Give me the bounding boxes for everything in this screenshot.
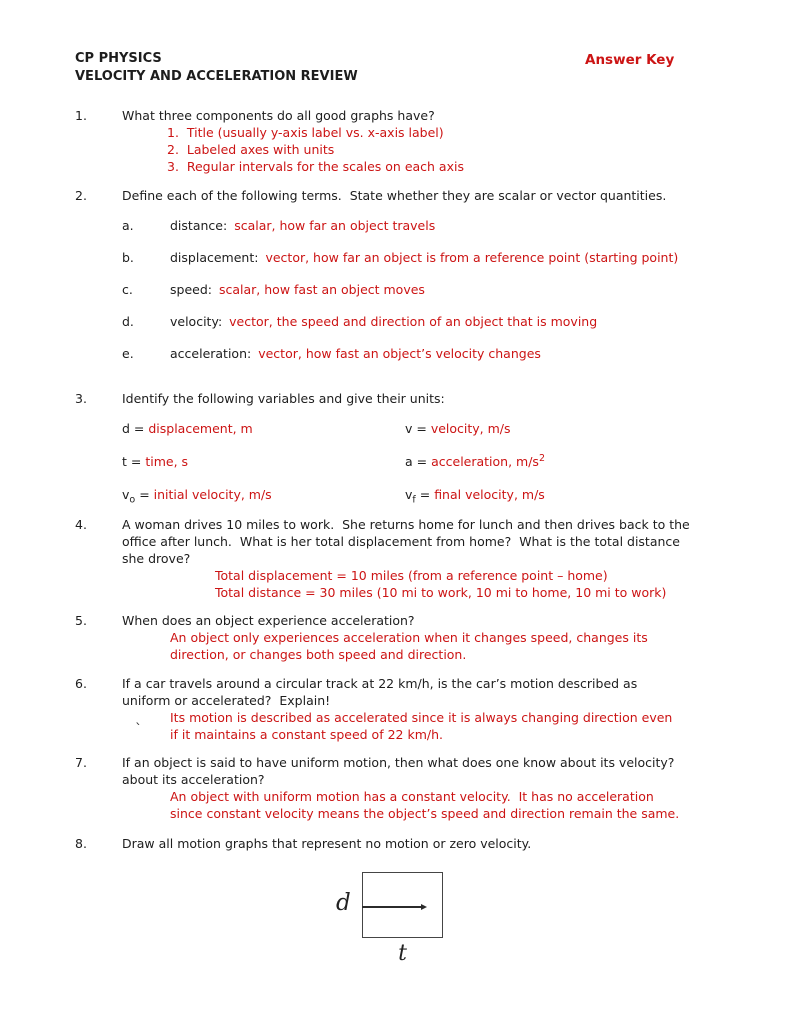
zero-velocity-line (362, 906, 422, 908)
question-text: Identify the following variables and give their units: (122, 391, 445, 406)
definition-item (122, 217, 763, 234)
question-text-line: If an object is said to have uniform motion, then what does one know about its velocity? (122, 755, 675, 770)
question-3 (75, 390, 763, 506)
question-text: Define each of the following terms. State whether they are scalar or vector quantities. (122, 188, 667, 203)
answer-key-label: Answer Key (585, 52, 675, 68)
answer-line: An object with uniform motion has a constant velocity. It has no acceleration (170, 789, 654, 804)
answer-line: Total displacement = 10 miles (from a reference point – home) (215, 568, 608, 583)
answer-line: An object only experiences acceleration when it changes speed, changes its (170, 630, 648, 645)
variables-row (122, 486, 763, 506)
answer-line: 2. Labeled axes with units (167, 142, 335, 157)
term-label: displacement: (170, 250, 259, 265)
term-label: distance: (170, 218, 228, 233)
stray-pen-mark: ` (135, 722, 142, 738)
answer-line: 3. Regular intervals for the scales on each axis (167, 159, 464, 174)
answer-line: Total distance = 30 miles (10 mi to work, 10 mi to home, 10 mi to work) (215, 585, 667, 600)
question-number: 3. (75, 391, 87, 406)
definition-item (122, 345, 763, 362)
term-label: speed: (170, 282, 212, 297)
term-label: velocity: (170, 314, 223, 329)
answer-line: Its motion is described as accelerated since it is always changing direction even (170, 710, 673, 725)
question-7 (75, 754, 763, 822)
question-number: 8. (75, 836, 87, 851)
subscript: f (412, 494, 416, 506)
variable-answer: time, s (145, 454, 189, 469)
definition-item (122, 313, 763, 330)
question-text: What three components do all good graphs have? (122, 108, 435, 123)
variable-definition: v = velocity, m/s (405, 421, 511, 436)
course-title: CP PHYSICS (75, 51, 162, 66)
question-number: 4. (75, 517, 87, 532)
variable-answer: acceleration, m/s (431, 454, 539, 469)
variables-row (122, 420, 763, 437)
question-5 (75, 612, 763, 663)
variable-answer: final velocity, m/s (434, 487, 545, 502)
question-text-line: she drove? (122, 551, 191, 566)
question-text-line: office after lunch. What is her total displacement from home? What is the total distance (122, 534, 680, 549)
answer-block (167, 124, 763, 175)
answer-block (170, 629, 763, 663)
graph-y-axis-label: d (336, 890, 351, 916)
motion-graph-box (336, 872, 443, 938)
variable-answer: velocity, m/s (430, 421, 511, 436)
question-1 (75, 107, 763, 175)
variable-definition: $v_o$ = initial velocity, m/s (122, 487, 272, 506)
variable-definition: d = displacement, m (122, 421, 253, 436)
header (75, 50, 763, 86)
term-answer: scalar, how far an object travels (234, 218, 436, 233)
question-text-line: If a car travels around a circular track at 22 km/h, is the car’s motion described as (122, 676, 638, 691)
question-number: 6. (75, 676, 87, 691)
definition-item (122, 281, 763, 298)
term-answer: vector, how far an object is from a reference point (starting point) (265, 250, 679, 265)
term-answer: vector, the speed and direction of an object that is moving (229, 314, 598, 329)
question-number: 7. (75, 755, 87, 770)
variable-definition: $v_f$ = final velocity, m/s (405, 487, 545, 506)
variable-definition: a = acceleration, $m/s^2$ (405, 452, 545, 469)
superscript: 2 (538, 452, 545, 464)
subscript: o (129, 494, 136, 506)
answer-line: 1. Title (usually y-axis label vs. x-axis label) (167, 125, 444, 140)
variable-answer: displacement, m (148, 421, 253, 436)
question-text-line: about its acceleration? (122, 772, 265, 787)
answer-block (135, 709, 763, 743)
answer-line: ` if it maintains a constant speed of 22 km/h. (135, 722, 443, 742)
variable-definition: t = time, s (122, 454, 189, 469)
item-letter: e. (122, 346, 134, 361)
definition-item (122, 249, 763, 266)
question-text-line: uniform or accelerated? Explain! (122, 693, 331, 708)
item-letter: a. (122, 218, 134, 233)
question-text: Draw all motion graphs that represent no motion or zero velocity. (122, 836, 532, 851)
question-number: 5. (75, 613, 87, 628)
worksheet-title: VELOCITY AND ACCELERATION REVIEW (75, 69, 358, 84)
variable-answer: initial velocity, m/s (153, 487, 272, 502)
question-number: 1. (75, 108, 87, 123)
question-2 (75, 187, 763, 362)
variables-row (122, 453, 763, 470)
motion-graph (336, 872, 443, 966)
graph-x-axis-label: t (398, 941, 407, 966)
question-8 (75, 835, 763, 965)
answer-block (215, 567, 763, 601)
answer-line: since constant velocity means the object’s speed and direction remain the same. (170, 806, 680, 821)
item-letter: d. (122, 314, 134, 329)
question-6 (75, 675, 763, 743)
item-letter: b. (122, 250, 134, 265)
term-answer: vector, how fast an object’s velocity changes (258, 346, 541, 361)
term-answer: scalar, how fast an object moves (218, 282, 425, 297)
question-4 (75, 516, 763, 601)
question-number: 2. (75, 188, 87, 203)
item-letter: c. (122, 282, 133, 297)
question-text-line: A woman drives 10 miles to work. She returns home for lunch and then drives back to the (122, 517, 690, 532)
answer-line: direction, or changes both speed and direction. (170, 647, 467, 662)
question-text: When does an object experience acceleration? (122, 613, 415, 628)
answer-block (170, 788, 763, 822)
term-label: acceleration: (170, 346, 252, 361)
